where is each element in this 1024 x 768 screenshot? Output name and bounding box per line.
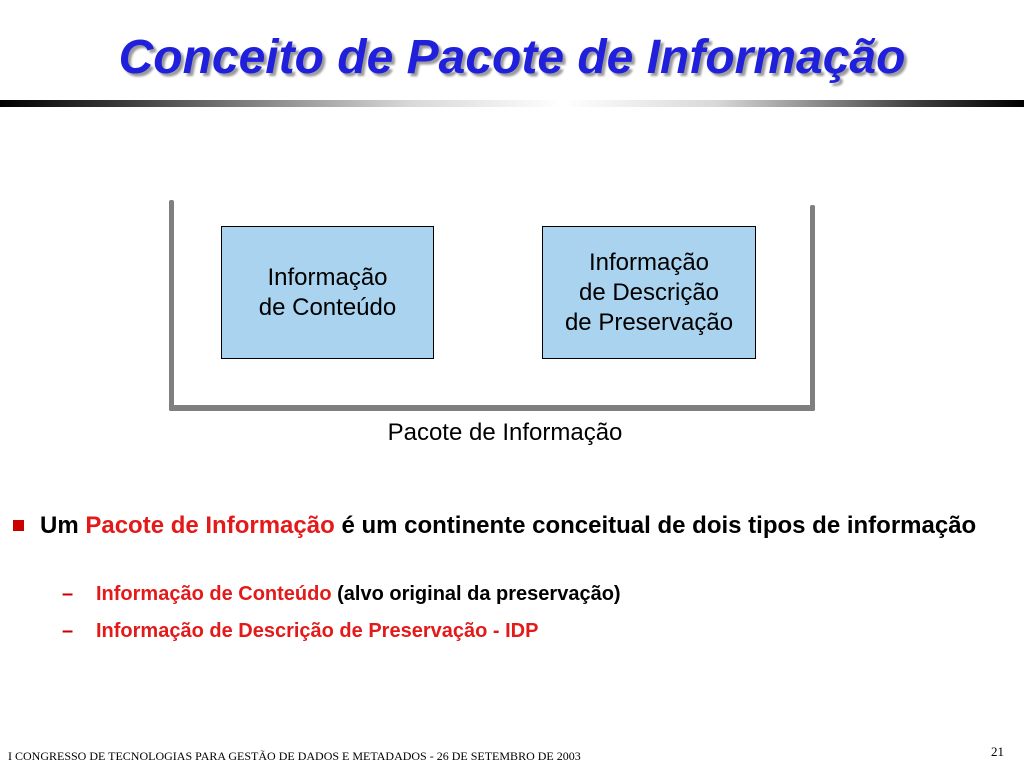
sub-bullet-content — [96, 580, 621, 608]
page-number: 21 — [991, 744, 1004, 759]
dash-bullet-icon: – — [62, 620, 74, 642]
package-caption: Pacote de Informação — [387, 419, 623, 446]
main-bullet-text — [40, 511, 1000, 541]
square-bullet-icon — [13, 520, 24, 531]
bullet-rest: é um continente conceitual de dois tipos de informação — [341, 512, 977, 539]
package-container-left-edge — [169, 200, 174, 411]
preservation-description-box: Informação de Descrição de Preservação — [542, 226, 756, 359]
dash-bullet-icon: – — [62, 583, 74, 605]
title-divider — [0, 100, 1024, 107]
package-container-bottom-edge — [169, 405, 815, 411]
sub-bullet-highlight: Informação de Descrição de Preservação - IDP — [96, 620, 539, 642]
footer-text: I CONGRESSO DE TECNOLOGIAS PARA GESTÃO DE DADOS E METADADOS - 26 DE SETEMBRO DE 2003 — [8, 749, 581, 763]
sub-bullet-highlight: Informação de Conteúdo — [96, 583, 332, 605]
slide-title: Conceito de Pacote de Informação — [118, 31, 906, 84]
content-information-box: Informação de Conteúdo — [221, 226, 434, 359]
sub-bullet-rest: (alvo original da preservação) — [337, 583, 621, 605]
bullet-highlight: Pacote de Informação — [85, 512, 335, 539]
sub-bullet-pdi — [96, 617, 538, 645]
bullet-prefix: Um — [40, 512, 79, 539]
package-container-right-edge — [810, 205, 815, 411]
